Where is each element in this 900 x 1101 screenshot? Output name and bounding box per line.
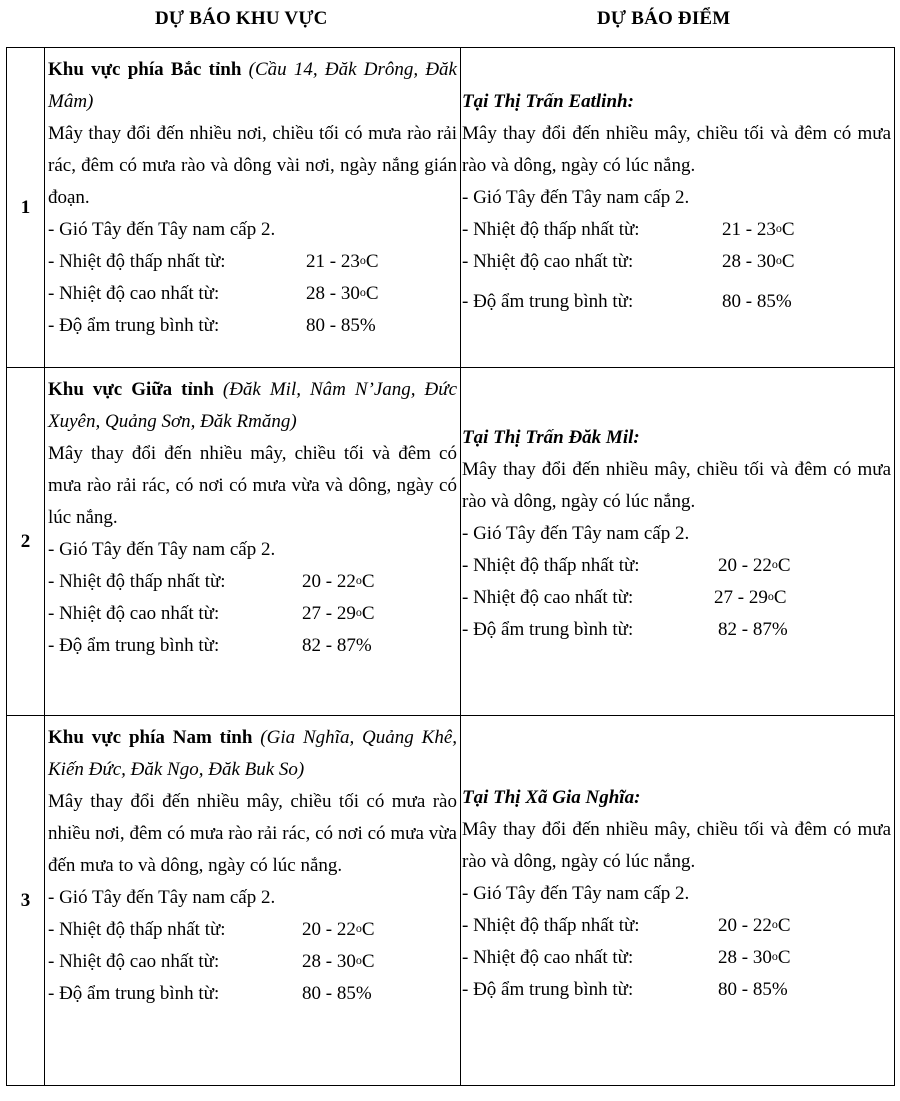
celsius-unit: C — [781, 251, 795, 272]
max-temp-row — [48, 946, 457, 978]
point-description: Mây thay đổi đến nhiều mây, chiều tối và đêm có mưa rào và dông, ngày có lúc nắng. — [462, 819, 891, 872]
min-temp-label: - Nhiệt độ thấp nhất từ: — [48, 919, 226, 940]
min-temp-label: - Nhiệt độ thấp nhất từ: — [48, 571, 226, 592]
degree-symbol: o — [359, 253, 366, 267]
celsius-unit: C — [781, 219, 795, 240]
wind-info: - Gió Tây đến Tây nam cấp 2. — [48, 539, 276, 560]
humidity-label: - Độ ẩm trung bình từ: — [462, 291, 634, 312]
max-temp-value: 28 - 30 — [302, 951, 356, 972]
max-temp-value: 28 - 30 — [722, 251, 776, 272]
max-temp-label: - Nhiệt độ cao nhất từ: — [462, 587, 634, 608]
degree-symbol: o — [355, 573, 362, 587]
row-number: 2 — [7, 368, 45, 716]
humidity-label: - Độ ẩm trung bình từ: — [48, 315, 220, 336]
max-temp-label: - Nhiệt độ cao nhất từ: — [462, 947, 634, 968]
degree-symbol: o — [775, 221, 782, 235]
forecast-table — [6, 47, 895, 1086]
humidity-label: - Độ ẩm trung bình từ: — [462, 979, 634, 1000]
region-forecast-cell — [45, 48, 461, 368]
point-title: Tại Thị Trấn Đăk Mil: — [462, 427, 640, 448]
humidity-row — [48, 310, 457, 342]
max-temp-label: - Nhiệt độ cao nhất từ: — [48, 603, 220, 624]
region-forecast-cell — [45, 716, 461, 1086]
min-temp-row — [48, 914, 457, 946]
humidity-value: 80 - 85% — [302, 983, 372, 1004]
region-description: Mây thay đổi đến nhiều mây, chiều tối có mưa rào nhiều nơi, đêm có mưa rào rải rác, có nơi có mưa vừa đến mưa to và dông, ngày có lúc nắng. — [48, 791, 457, 876]
region-areas: (Cầu 14, Đăk Drông, Đăk Mâm) — [48, 59, 457, 112]
point-description: Mây thay đổi đến nhiều mây, chiều tối và đêm có mưa rào và dông, ngày có lúc nắng. — [462, 123, 891, 176]
celsius-unit: C — [365, 283, 379, 304]
max-temp-row — [48, 598, 457, 630]
point-title: Tại Thị Trấn Eatlinh: — [462, 91, 634, 112]
region-areas: (Đăk Mil, Nâm N’Jang, Đức Xuyên, Quảng Sơn, Đăk Rmăng) — [48, 379, 457, 432]
min-temp-value: 20 - 22 — [302, 919, 356, 940]
max-temp-label: - Nhiệt độ cao nhất từ: — [48, 951, 220, 972]
spacer — [462, 368, 891, 422]
max-temp-row — [48, 278, 457, 310]
humidity-row — [48, 630, 457, 662]
degree-symbol: o — [771, 557, 778, 571]
min-temp-row — [462, 550, 891, 582]
wind-info: - Gió Tây đến Tây nam cấp 2. — [48, 219, 276, 240]
degree-symbol: o — [359, 285, 366, 299]
celsius-unit: C — [773, 587, 787, 608]
region-forecast-heading: DỰ BÁO KHU VỰC — [155, 8, 328, 29]
max-temp-label: - Nhiệt độ cao nhất từ: — [48, 283, 220, 304]
region-name: Khu vực phía Nam tỉnh — [48, 727, 253, 748]
min-temp-value: 20 - 22 — [718, 915, 772, 936]
row-number: 3 — [7, 716, 45, 1086]
humidity-value: 80 - 85% — [718, 979, 788, 1000]
min-temp-value: 21 - 23 — [306, 251, 360, 272]
humidity-row — [462, 286, 891, 318]
min-temp-row — [462, 910, 891, 942]
region-areas: (Gia Nghĩa, Quảng Khê, Kiến Đức, Đăk Ngo, Đăk Buk So) — [48, 727, 458, 780]
min-temp-label: - Nhiệt độ thấp nhất từ: — [462, 555, 640, 576]
spacer — [462, 48, 891, 86]
min-temp-row — [462, 214, 891, 246]
point-forecast-cell — [461, 716, 895, 1086]
celsius-unit: C — [361, 919, 375, 940]
min-temp-value: 21 - 23 — [722, 219, 776, 240]
region-name: Khu vực Giữa tỉnh — [48, 379, 214, 400]
region-title — [48, 722, 457, 786]
degree-symbol: o — [771, 917, 778, 931]
point-title: Tại Thị Xã Gia Nghĩa: — [462, 787, 641, 808]
humidity-row — [462, 974, 891, 1006]
wind-info: - Gió Tây đến Tây nam cấp 2. — [462, 523, 690, 544]
wind-info: - Gió Tây đến Tây nam cấp 2. — [48, 887, 276, 908]
min-temp-row — [48, 566, 457, 598]
celsius-unit: C — [777, 947, 791, 968]
point-forecast-cell — [461, 48, 895, 368]
degree-symbol: o — [767, 589, 774, 603]
max-temp-value: 28 - 30 — [306, 283, 360, 304]
region-description: Mây thay đổi đến nhiều mây, chiều tối và đêm có mưa rào rải rác, có nơi có mưa vừa và dông, ngày có lúc nắng. — [48, 443, 457, 528]
table-row — [7, 716, 895, 1086]
table-row — [7, 368, 895, 716]
region-description: Mây thay đổi đến nhiều nơi, chiều tối có mưa rào rải rác, đêm có mưa rào và dông vài nơi, ngày nắng gián đoạn. — [48, 123, 457, 208]
max-temp-label: - Nhiệt độ cao nhất từ: — [462, 251, 634, 272]
celsius-unit: C — [361, 571, 375, 592]
humidity-row — [462, 614, 891, 646]
humidity-value: 80 - 85% — [306, 315, 376, 336]
max-temp-value: 27 - 29 — [302, 603, 356, 624]
region-forecast-cell — [45, 368, 461, 716]
region-name: Khu vực phía Bắc tỉnh — [48, 59, 242, 80]
celsius-unit: C — [777, 915, 791, 936]
humidity-value: 82 - 87% — [718, 619, 788, 640]
table-header — [0, 0, 900, 47]
min-temp-value: 20 - 22 — [302, 571, 356, 592]
point-description: Mây thay đổi đến nhiều mây, chiều tối và đêm có mưa rào và dông, ngày có lúc nắng. — [462, 459, 891, 512]
humidity-label: - Độ ẩm trung bình từ: — [462, 619, 634, 640]
celsius-unit: C — [361, 951, 375, 972]
celsius-unit: C — [365, 251, 379, 272]
degree-symbol: o — [775, 253, 782, 267]
point-forecast-heading: DỰ BÁO ĐIỂM — [597, 8, 731, 29]
degree-symbol: o — [771, 949, 778, 963]
wind-info: - Gió Tây đến Tây nam cấp 2. — [462, 883, 690, 904]
max-temp-row — [462, 582, 891, 614]
humidity-label: - Độ ẩm trung bình từ: — [48, 983, 220, 1004]
min-temp-value: 20 - 22 — [718, 555, 772, 576]
region-title — [48, 54, 457, 118]
max-temp-value: 27 - 29 — [714, 587, 768, 608]
celsius-unit: C — [777, 555, 791, 576]
humidity-row — [48, 978, 457, 1010]
min-temp-row — [48, 246, 457, 278]
min-temp-label: - Nhiệt độ thấp nhất từ: — [462, 915, 640, 936]
wind-info: - Gió Tây đến Tây nam cấp 2. — [462, 187, 690, 208]
region-title — [48, 374, 457, 438]
humidity-value: 80 - 85% — [722, 291, 792, 312]
max-temp-value: 28 - 30 — [718, 947, 772, 968]
degree-symbol: o — [355, 605, 362, 619]
point-forecast-cell — [461, 368, 895, 716]
humidity-label: - Độ ẩm trung bình từ: — [48, 635, 220, 656]
degree-symbol: o — [355, 953, 362, 967]
min-temp-label: - Nhiệt độ thấp nhất từ: — [462, 219, 640, 240]
celsius-unit: C — [361, 603, 375, 624]
spacer — [462, 716, 891, 782]
degree-symbol: o — [355, 921, 362, 935]
humidity-value: 82 - 87% — [302, 635, 372, 656]
max-temp-row — [462, 942, 891, 974]
table-row — [7, 48, 895, 368]
min-temp-label: - Nhiệt độ thấp nhất từ: — [48, 251, 226, 272]
max-temp-row — [462, 246, 891, 278]
row-number: 1 — [7, 48, 45, 368]
